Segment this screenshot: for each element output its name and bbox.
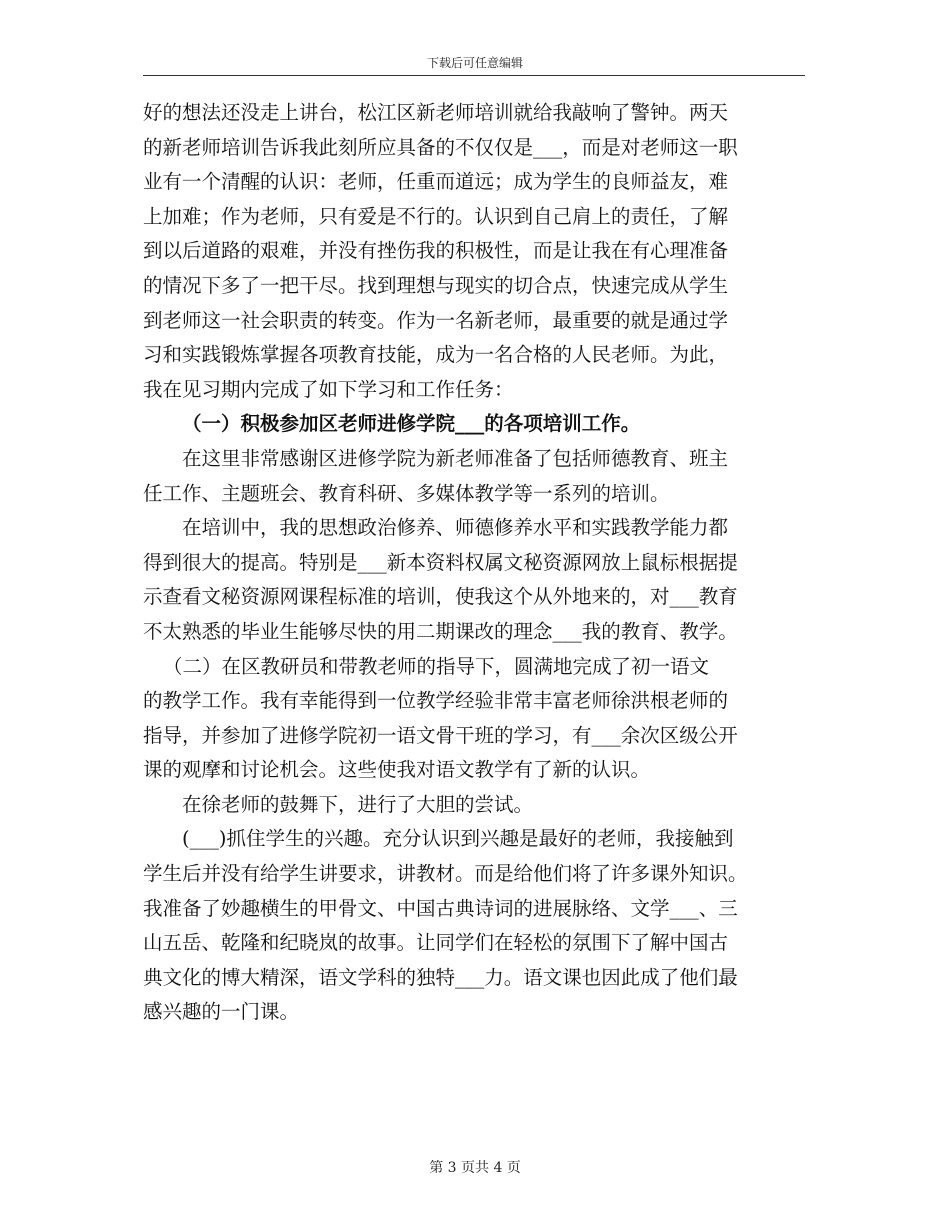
text-line-3: 业有一个清醒的认识：老师，任重而道远；成为学生的良师益友，难 [143, 170, 729, 194]
text-line-4: 上加难；作为老师，只有爱是不行的。认识到自己肩上的责任，了解 [143, 204, 729, 228]
text-line-1: 好的想法还没走上讲台，松江区新老师培训就给我敲响了警钟。两天 [143, 101, 729, 124]
text-line-12: 任工作、主题班会、教育科研、多媒体教学等一系列的培训。 [143, 481, 670, 505]
text-line-20: 课的观摩和讨论机会。这些使我对语文教学有了新的认识。 [143, 758, 651, 782]
text-line-14: 得到很大的提高。特别是___新本资料权属文秘资源网放上鼠标根据提 [143, 550, 738, 574]
text-line-11: 在这里非常感谢区进修学院为新老师准备了包括师德教育、班主 [182, 446, 729, 470]
text-line-27: 感兴趣的一门课。 [143, 1000, 300, 1024]
text-line-24: 我准备了妙趣横生的甲骨文、中国古典诗词的进展脉络、文学___、三 [143, 896, 738, 920]
text-line-8: 习和实践锻炼掌握各项教育技能，成为一名合格的人民老师。为此， [143, 343, 729, 367]
page-footer: 第 3 页共 4 页 [429, 1160, 521, 1176]
text-line-16: 不太熟悉的毕业生能够尽快的用二期课改的理念___我的教育、教学。 [143, 619, 738, 643]
text-line-21: 在徐老师的鼓舞下，进行了大胆的尝试。 [182, 792, 534, 816]
section-heading-2: （二）在区教研员和带教老师的指导下，圆满地完成了初一语文 [163, 654, 710, 678]
page-header: 下载后可任意编辑 [426, 56, 523, 70]
text-line-6: 的情况下多了一把干尽。找到理想与现实的切合点，快速完成从学生 [143, 273, 729, 297]
text-line-19: 指导，并参加了进修学院初一语文骨干班的学习，有___余次区级公开 [143, 723, 738, 747]
text-line-15: 示查看文秘资源网课程标准的培训，使我这个从外地来的，对___教育 [143, 585, 738, 609]
text-line-5: 到以后道路的艰难，并没有挫伤我的积极性，而是让我在有心理准备 [143, 239, 729, 263]
text-line-2: 的新老师培训告诉我此刻所应具备的不仅仅是___，而是对老师这一职 [143, 135, 738, 159]
text-line-9: 我在见习期内完成了如下学习和工作任务： [143, 377, 514, 401]
text-line-25: 山五岳、乾隆和纪晓岚的故事。让同学们在轻松的氛围下了解中国古 [143, 931, 729, 955]
text-line-18: 的教学工作。我有幸能得到一位教学经验非常丰富老师徐洪根老师的 [143, 689, 729, 713]
document-body [143, 96, 805, 1030]
text-line-22: (___)抓住学生的兴趣。充分认识到兴趣是最好的老师，我接触到 [182, 827, 734, 851]
text-line-23: 学生后并没有给学生讲要求，讲教材。而是给他们将了许多课外知识。 [143, 862, 748, 886]
text-line-7: 到老师这一社会职责的转变。作为一名新老师，最重要的就是通过学 [143, 308, 729, 332]
text-line-13: 在培训中，我的思想政治修养、师德修养水平和实践教学能力都 [182, 516, 729, 540]
section-heading-1: （一）积极参加区老师进修学院___的各项培训工作。 [182, 412, 641, 436]
text-line-26: 典文化的博大精深，语文学科的独特___力。语文课也因此成了他们最 [143, 965, 738, 989]
header-divider [143, 75, 805, 76]
